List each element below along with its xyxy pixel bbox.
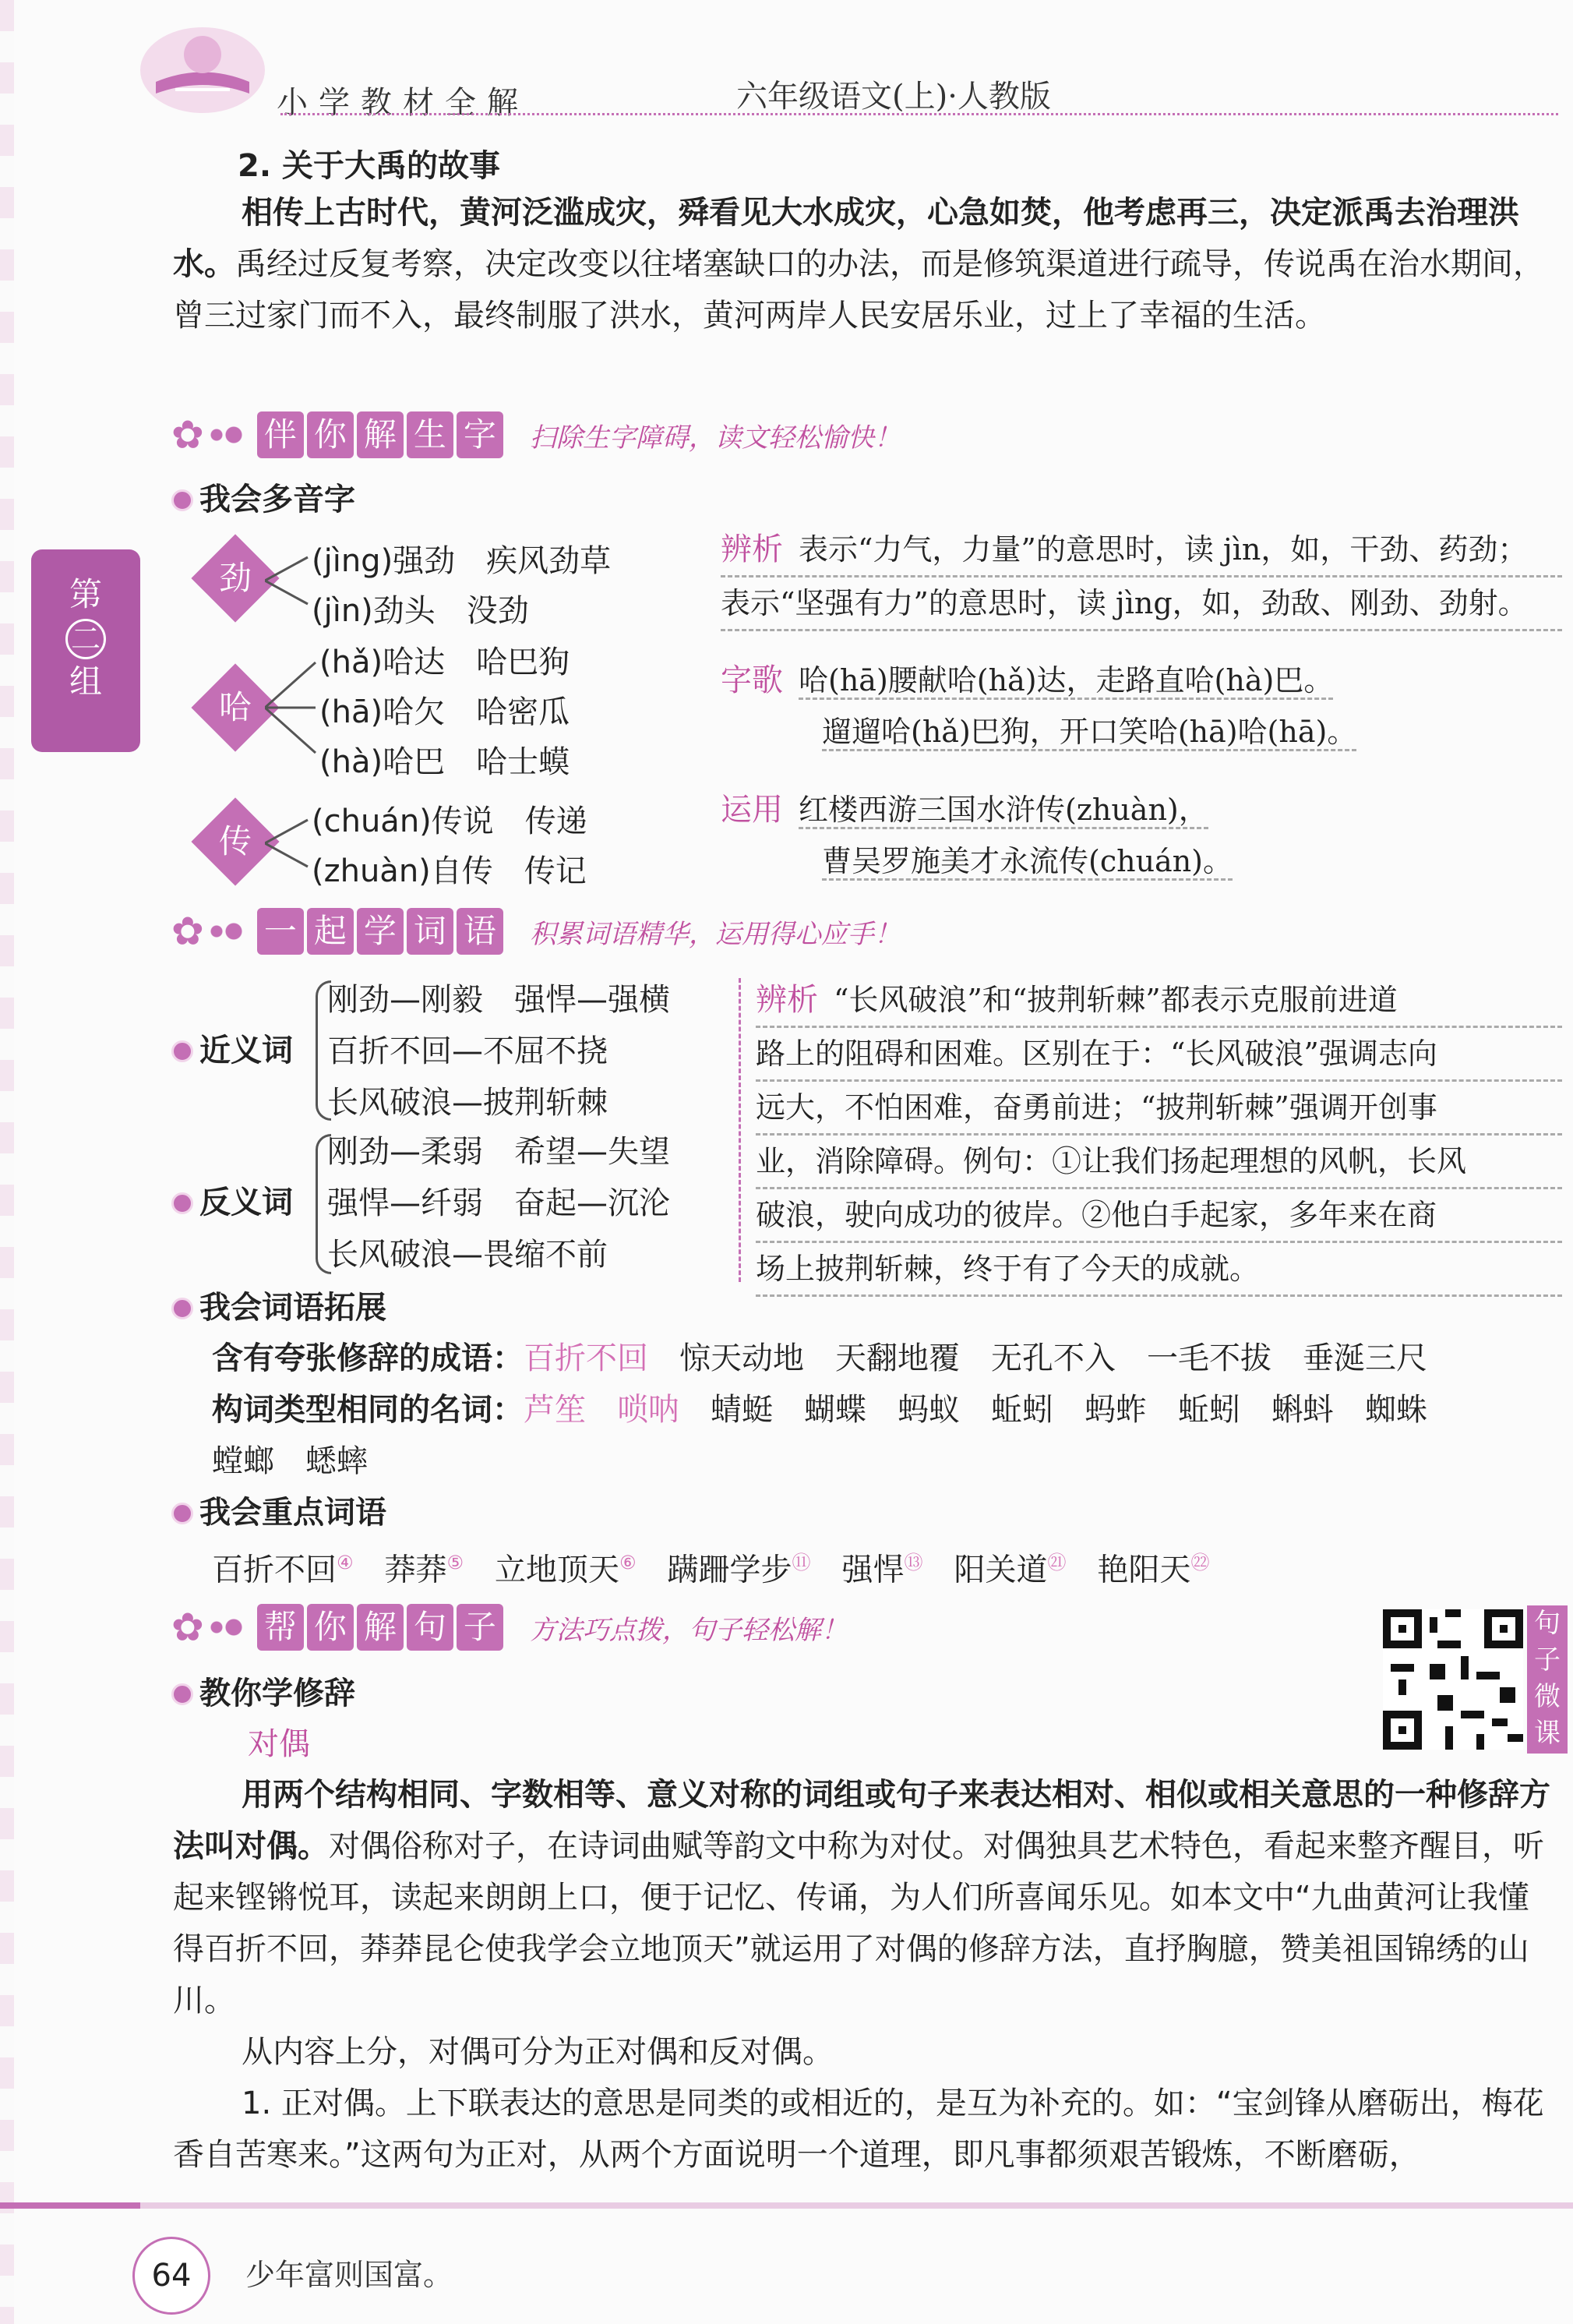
footer-bar <box>0 2202 1573 2209</box>
qr-label-char: 微 <box>1534 1681 1561 1712</box>
note-text: 表示“坚强有力”的意思时，读 jìng，如，劲敌、刚劲、劲射。 <box>721 577 1562 631</box>
qr-label-char: 课 <box>1534 1718 1561 1749</box>
unit-prefix: 第 <box>69 575 102 613</box>
rhetoric-definition: 用两个结构相同、字数相等、意义对称的词组或句子来表达相对、相似或相关意思的一种修辞方法叫对偶。 <box>173 1777 1550 1864</box>
key-word: 强悍 <box>841 1552 905 1588</box>
banner-tile: 你 <box>307 1604 354 1651</box>
story-paragraph <box>173 187 1560 341</box>
synonym-line: 长风破浪—披荆斩棘 <box>327 1085 608 1121</box>
antonyms-title: 反义词 <box>171 1177 293 1228</box>
key-word: 艳阳天 <box>1097 1552 1191 1588</box>
antonym-line: 强悍—纤弱 奋起—沉沦 <box>327 1185 670 1221</box>
note-text: 场上披荆斩棘，终于有了今天的成就。 <box>756 1243 1562 1297</box>
note-label: 字歌 <box>721 662 783 698</box>
key-word: 蹒跚学步 <box>667 1552 792 1588</box>
series-title: 小学教材全解 <box>277 85 529 121</box>
key-word: 立地顶天 <box>495 1552 620 1588</box>
polyphonic-title: 我会多音字 <box>171 474 355 525</box>
key-word-note: ㉑ <box>1047 1552 1067 1573</box>
word-analysis-note <box>756 974 1562 1297</box>
pinyin-line: (hā)哈欠 哈密瓜 <box>319 694 570 730</box>
note-label: 运用 <box>721 792 783 828</box>
page-number: 64 <box>132 2237 210 2315</box>
synonyms-title: 近义词 <box>171 1025 293 1076</box>
note-text: 曹吴罗施美才永流传(chuán)。 <box>822 844 1233 881</box>
banner-tile: 解 <box>357 411 404 458</box>
banner-tile: 起 <box>307 908 354 955</box>
banner-tile: 伴 <box>257 411 304 458</box>
banner-tile: 子 <box>457 1604 503 1651</box>
polyphonic-char: 传 <box>218 822 252 860</box>
key-word: 莽莽 <box>384 1552 447 1588</box>
story-heading: 2. 关于大禹的故事 <box>238 148 500 184</box>
polyphonic-char: 劲 <box>218 559 252 597</box>
key-word-note: ㉒ <box>1190 1552 1210 1573</box>
dots-decoration <box>210 920 257 943</box>
dots-decoration <box>210 423 257 447</box>
key-words-row <box>212 1537 1210 1595</box>
branch-lines <box>265 655 319 760</box>
rhetoric-title: 教你学修辞 <box>171 1668 355 1719</box>
rhetoric-text: 对偶俗称对子，在诗词曲赋等韵文中称为对仗。对偶独具艺术特色，看起来整齐醒目，听起来铿锵悦耳，读起来朗朗上口，便于记忆、传诵，为人们所喜闻乐见。如本文中“九曲黄河让我懂得百折不回，莽莽昆仑使我学会立地顶天”就运用了对偶的修辞方法，直抒胸臆，赞美祖国锦绣的山川。 <box>173 1828 1544 2018</box>
pinyin-line: (hǎ)哈达 哈巴狗 <box>319 645 570 680</box>
rhetoric-paragraph <box>173 2078 1560 2181</box>
note-label: 辨析 <box>756 982 818 1018</box>
extension-highlight: 百折不回 <box>524 1340 648 1376</box>
note-text: 遛遛哈(hǎ)巴狗，开口笑哈(hā)哈(hā)。 <box>822 715 1356 751</box>
banner-tile: 生 <box>407 411 453 458</box>
key-word-note: ⑪ <box>792 1552 811 1573</box>
unit-suffix: 组 <box>69 662 102 701</box>
key-word-note: ⑬ <box>904 1552 923 1573</box>
rhetoric-topic: 对偶 <box>248 1726 310 1762</box>
branch-lines <box>265 812 312 874</box>
rhetoric-text: 1. 正对偶。上下联表达的意思是同类的或相近的，是互为补充的。如：“宝剑锋从磨砺出，梅花香自苦寒来。”这两句为正对，从两个方面说明一个道理，即凡事都须艰苦锻炼，不断磨砺， <box>173 2086 1544 2173</box>
key-word: 阳关道 <box>954 1552 1048 1588</box>
antonym-line: 刚劲—柔弱 希望—失望 <box>327 1134 670 1170</box>
unit-side-tab <box>31 549 140 752</box>
dots-decoration <box>210 1616 257 1639</box>
banner-tile: 词 <box>407 908 453 955</box>
page-edge-decoration <box>0 0 14 2324</box>
note-label: 辨析 <box>721 532 783 567</box>
note-text: 红楼西游三国水浒传(zhuàn)， <box>799 793 1208 829</box>
pinyin-line: (jìn)劲头 没劲 <box>312 593 529 629</box>
note-song <box>721 655 1562 758</box>
banner-tile: 你 <box>307 411 354 458</box>
divider-line <box>739 978 741 1282</box>
qr-label <box>1527 1605 1568 1754</box>
note-text: 远大，不怕困难，奋勇前进；“披荆斩棘”强调开创事 <box>756 1082 1562 1136</box>
key-words-title: 我会重点词语 <box>171 1487 386 1538</box>
polyphonic-char: 哈 <box>218 688 252 726</box>
qr-label-char: 句 <box>1534 1608 1561 1639</box>
branch-lines <box>265 549 312 612</box>
banner-tile: 字 <box>457 411 503 458</box>
section-banner-words <box>171 908 901 964</box>
banner-tile: 解 <box>357 1604 404 1651</box>
extension-words: 蜻蜓 蝴蝶 蚂蚁 蚯蚓 蚂蚱 蚯蚓 蝌蚪 蜘蛛 <box>711 1392 1427 1428</box>
note-usage <box>721 784 1562 887</box>
book-logo-icon <box>132 16 269 117</box>
pinyin-line: (chuán)传说 传递 <box>312 804 587 839</box>
extension-words: 惊天动地 天翻地覆 无孔不入 一毛不拔 垂涎三尺 <box>679 1340 1427 1376</box>
banner-subtitle: 方法巧点拨，句子轻松解！ <box>529 1614 848 1646</box>
banner-tile: 一 <box>257 908 304 955</box>
flower-icon: ✿ <box>171 909 204 954</box>
banner-tile: 帮 <box>257 1604 304 1651</box>
synonym-line: 刚劲—刚毅 强悍—强横 <box>327 982 670 1018</box>
extension-line <box>212 1333 1568 1384</box>
extension-label: 含有夸张修辞的成语： <box>212 1340 524 1376</box>
rhetoric-paragraph: 从内容上分，对偶可分为正对偶和反对偶。 <box>242 2034 834 2070</box>
key-word: 百折不回 <box>212 1552 337 1588</box>
extension-label: 构词类型相同的名词： <box>212 1392 524 1428</box>
banner-subtitle: 扫除生字障碍，读文轻松愉快！ <box>529 422 901 454</box>
note-text: 哈(hā)腰献哈(hǎ)达，走路直哈(hà)巴。 <box>799 663 1333 700</box>
note-text: 表示“力气，力量”的意思时，读 jìn，如，干劲、药劲； <box>799 532 1528 567</box>
footer-motto: 少年富则国富。 <box>245 2258 453 2292</box>
qr-code-icon[interactable] <box>1383 1609 1523 1750</box>
note-text: “长风破浪”和“披荆斩棘”都表示克服前进道 <box>834 983 1398 1017</box>
extension-title: 我会词语拓展 <box>171 1282 386 1333</box>
book-subtitle: 六年级语文(上)·人教版 <box>736 79 1051 115</box>
note-text: 破浪，驶向成功的彼岸。②他白手起家，多年来在商 <box>756 1189 1562 1243</box>
synonym-line: 百折不回—不屈不挠 <box>327 1033 608 1069</box>
pinyin-line: (jìng)强劲 疾风劲草 <box>312 543 612 579</box>
flower-icon: ✿ <box>171 1605 204 1650</box>
rhetoric-paragraph <box>173 1769 1560 2026</box>
banner-tile: 学 <box>357 908 404 955</box>
key-word-note: ⑥ <box>619 1552 637 1573</box>
key-word-note: ⑤ <box>446 1552 464 1573</box>
banner-tile: 语 <box>457 908 503 955</box>
extension-highlight: 芦笙 唢呐 <box>524 1392 679 1428</box>
header-divider <box>280 113 1558 115</box>
banner-subtitle: 积累词语精华，运用得心应手！ <box>529 918 901 950</box>
antonym-line: 长风破浪—畏缩不前 <box>327 1237 608 1273</box>
story-text: 禹经过反复考察，决定改变以往堵塞缺口的办法，而是修筑渠道进行疏导，传说禹在治水期间，曾三过家门而不入，最终制服了洪水，黄河两岸人民安居乐业，过上了幸福的生活。 <box>173 246 1544 334</box>
story-bold-text: 相传上古时代，黄河泛滥成灾，舜看见大水成灾，心急如焚，他考虑再三，决定派禹去治理洪水。 <box>173 195 1519 282</box>
unit-number: 二 <box>65 619 106 659</box>
note-text: 路上的阻碍和困难。区别在于：“长风破浪”强调志向 <box>756 1028 1562 1082</box>
extension-line <box>212 1384 1568 1436</box>
qr-label-char: 子 <box>1534 1644 1561 1676</box>
banner-tile: 句 <box>407 1604 453 1651</box>
flower-icon: ✿ <box>171 412 204 457</box>
section-banner-sentences <box>171 1604 848 1660</box>
pinyin-line: (hà)哈巴 哈士蟆 <box>319 744 570 780</box>
section-banner-characters <box>171 411 901 468</box>
pinyin-line: (zhuàn)自传 传记 <box>312 853 587 889</box>
note-analysis <box>721 524 1562 631</box>
extension-words: 螳螂 蟋蟀 <box>212 1443 368 1479</box>
key-word-note: ④ <box>337 1552 354 1573</box>
note-text: 业，消除障碍。例句：①让我们扬起理想的风帆，长风 <box>756 1136 1562 1189</box>
